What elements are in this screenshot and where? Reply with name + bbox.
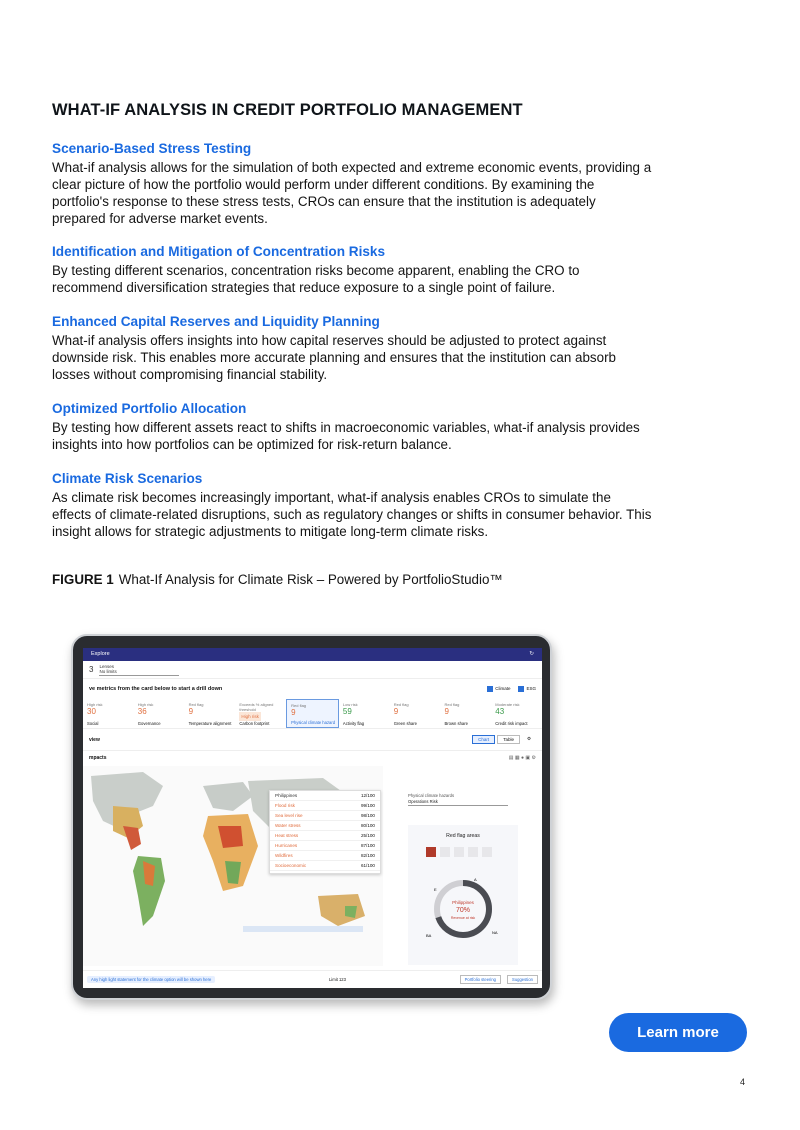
chart-toggle[interactable]: Chart: [472, 735, 495, 744]
figure-label: FIGURE 1: [52, 572, 114, 587]
figure-caption: [52, 572, 503, 587]
impacts-label: mpacts: [89, 755, 107, 761]
tooltip-row: Heat stress 25/100: [270, 831, 380, 841]
donut-label: E: [434, 887, 437, 892]
country-tooltip: [269, 790, 381, 874]
donut-label: NA: [492, 930, 498, 935]
view-row: [83, 729, 542, 751]
tooltip-row: Flood risk 99/100: [270, 801, 380, 811]
hazard-panel: [408, 793, 538, 973]
donut-country: Philippines: [452, 900, 474, 905]
filter-checks: [487, 686, 536, 692]
tooltip-row: Sea level rise 98/100: [270, 811, 380, 821]
tooltip-row: Water stress 80/100: [270, 821, 380, 831]
section-climate-risk: [52, 470, 652, 540]
metric-cards: [83, 699, 542, 729]
chart-table-toggle: [472, 735, 536, 744]
lens-count: 3: [89, 665, 94, 674]
section-heading: Enhanced Capital Reserves and Liquidity Planning: [52, 314, 380, 329]
page-number: 4: [740, 1077, 746, 1087]
impacts-row: [83, 751, 542, 765]
metric-card[interactable]: Moderate risk 43 Credit risk impact: [495, 702, 528, 726]
metric-card[interactable]: Red flag 9 Green share: [393, 702, 417, 726]
tooltip-row: Hurricanes 87/100: [270, 841, 380, 851]
donut-subtitle: Revenue at risk: [450, 916, 476, 920]
metric-card[interactable]: High risk 36 Governance: [137, 702, 161, 726]
metrics-header: [83, 679, 542, 699]
lens-control: [83, 661, 542, 679]
tooltip-row: Philippines 12/100: [270, 791, 380, 801]
metric-card[interactable]: High risk 30 Social: [87, 702, 103, 726]
metric-card[interactable]: Red flag 9 Brown share: [444, 702, 468, 726]
section-portfolio-allocation: [52, 400, 652, 453]
refresh-icon[interactable]: ↻: [529, 651, 534, 657]
section-body: As climate risk becomes increasingly important, what-if analysis enables CROs to simulate the effects of climate-related disruptions, such as regulatory changes or shifts in consumer behavior. This insight allows for strategic adjustments to mitigate long-term climate risks.: [52, 490, 652, 539]
learn-more-button[interactable]: Learn more: [609, 1013, 747, 1052]
metrics-instruction: ve metrics from the card below to start a drill down: [89, 686, 223, 692]
esg-checkbox[interactable]: ESG: [518, 686, 536, 692]
section-stress-testing: [52, 140, 652, 227]
red-flag-areas: [408, 825, 518, 965]
section-heading: Scenario-Based Stress Testing: [52, 141, 252, 156]
gear-icon[interactable]: ⚙: [526, 736, 531, 741]
donut-label: A: [474, 877, 477, 882]
bottom-bar: [83, 970, 542, 988]
panel-select-label: Physical climate hazards: [408, 793, 455, 798]
hazard-select[interactable]: Operations Risk: [408, 798, 508, 806]
view-label: view: [89, 736, 100, 743]
revenue-donut[interactable]: [408, 839, 518, 959]
section-concentration-risks: [52, 243, 652, 296]
limit-select[interactable]: Limit 123: [328, 977, 346, 982]
app-title: Explore: [91, 651, 110, 657]
red-flag-title: Red flag areas: [446, 833, 480, 839]
figure-caption-text: What-If Analysis for Climate Risk – Powered by PortfolioStudio™: [118, 572, 503, 587]
section-body: By testing different scenarios, concentration risks become apparent, enabling the CRO to recommend diversification strategies that reduce exposure to a single point of failure.: [52, 263, 580, 295]
tooltip-row: Socioeconomic 61/100: [270, 861, 380, 871]
tooltip-row: Wildfires 82/100: [270, 851, 380, 861]
metric-card-selected[interactable]: Red flag 9 Physical climate hazard: [286, 699, 339, 728]
section-heading: Identification and Mitigation of Concentration Risks: [52, 244, 386, 259]
metric-card[interactable]: Exceeds % aligned threshold High risk Carbon footprint: [239, 702, 274, 726]
document-title: WHAT-IF ANALYSIS IN CREDIT PORTFOLIO MANAGEMENT: [52, 101, 523, 119]
donut-percent: 70%: [455, 907, 471, 914]
app-topbar: [83, 648, 542, 661]
statement-pill: Any high light statement for the climate option will be shown here: [87, 976, 215, 983]
lens-select[interactable]: No limits: [99, 669, 179, 676]
section-capital-reserves: [52, 313, 652, 383]
app-screenshot: [83, 648, 542, 988]
metric-card[interactable]: Red flag 9 Temperature alignment: [188, 702, 232, 726]
metric-card[interactable]: Low risk 59 Activity flag: [342, 702, 365, 726]
section-body: What-if analysis allows for the simulation of both expected and extreme economic events, providing a clear picture of how the portfolio would perform under different conditions. By examining the portfolio's response to these stress tests, CROs can ensure that the institution is adequately prepared for adverse market events.: [52, 160, 652, 226]
climate-checkbox[interactable]: Climate: [487, 686, 510, 692]
suggestion-button[interactable]: Suggestion: [507, 975, 538, 984]
donut-label: BA: [426, 933, 432, 938]
section-heading: Optimized Portfolio Allocation: [52, 401, 247, 416]
table-toggle[interactable]: Table: [497, 735, 520, 744]
lens-label: Lenses: [99, 663, 114, 669]
section-heading: Climate Risk Scenarios: [52, 471, 203, 486]
chart-type-icons[interactable]: ▤ ▦ ● ▣ ⚙: [508, 755, 536, 761]
portfolio-steering-button[interactable]: Portfolio steering: [460, 975, 501, 984]
section-body: What-if analysis offers insights into how capital reserves should be adjusted to protect against downside risk. This enables more accurate planning and ensures that the institution can absorb losses without compromising financial stability.: [52, 333, 616, 382]
tablet-mockup: [71, 634, 552, 1000]
section-body: By testing how different assets react to shifts in macroeconomic variables, what-if analysis provides insights into how portfolios can be optimized for risk-return balance.: [52, 420, 640, 452]
